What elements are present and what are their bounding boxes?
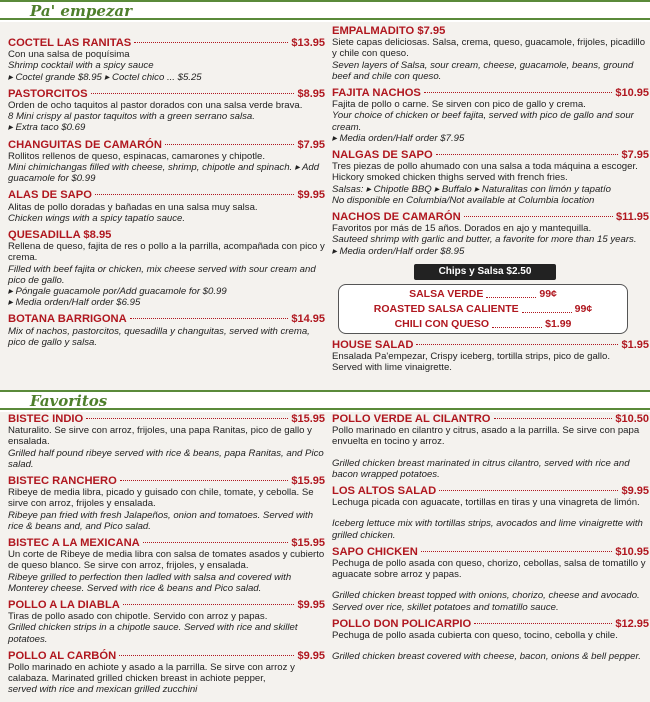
leader-dots <box>474 623 612 624</box>
item-price: $11.95 <box>615 211 649 224</box>
item-header <box>8 38 325 49</box>
item-desc-en: Ribeye grilled to perfection then ladled with salsa and covered with Monterey cheese. Served with rice & beans and Pico salad. <box>8 571 292 594</box>
leader-dots <box>91 93 295 94</box>
spacer <box>332 508 649 518</box>
item-desc-en: Grilled chicken breast topped with onions, chorizo, cheese and avocado. Served over rice, skillet potatoes and tomatillo sauce. <box>332 590 640 613</box>
item-desc-en: Mini chimichangas filled with cheese, shrimp, chipotle and spinach. ▸ Add guacamole for $0.99 <box>8 162 320 185</box>
menu-item <box>8 89 325 134</box>
item-desc-en: Chicken wings with a spicy tapatío sauce. <box>8 212 186 224</box>
chips-item-price: 99¢ <box>574 303 593 315</box>
menu-item <box>332 26 649 82</box>
item-desc-es: Pollo marinado en achiote y asado a la parrilla. Se sirve con arroz y calabaza. Marinated grilled chicken breast in achiote pepper, <box>8 662 295 685</box>
chips-item-name: ROASTED SALSA CALIENTE <box>373 303 519 315</box>
item-desc-es: Rollitos rellenos de queso, espinacas, camarones y chipotle. <box>8 150 266 162</box>
item-price: $10.95 <box>615 87 649 100</box>
item-desc-en: served with rice and mexican grilled zucchini <box>8 684 198 696</box>
item-price: $9.95 <box>621 485 649 498</box>
item-name: QUESADILLA $8.95 <box>8 229 112 242</box>
item-name: BISTEC A LA MEXICANA <box>8 537 140 550</box>
leader-dots <box>424 92 612 93</box>
menu-item <box>8 476 325 532</box>
item-name: SAPO CHICKEN <box>332 545 418 558</box>
chips-row <box>339 302 627 317</box>
item-price: $12.95 <box>615 617 649 630</box>
left-column-favorites <box>8 414 325 702</box>
item-name: NALGAS DE SAPO <box>332 149 433 162</box>
item-price: $1.95 <box>621 339 649 351</box>
chips-row <box>339 287 627 302</box>
section-title: Pa' empezar <box>30 2 132 20</box>
menu-item <box>332 547 649 613</box>
menu-item <box>8 38 325 83</box>
item-desc-es: Fajita de pollo o carne. Se sirven con pico de gallo y crema. <box>332 99 586 111</box>
item-name: HOUSE SALAD <box>332 339 414 351</box>
item-header <box>8 414 325 425</box>
chips-item-price: 99¢ <box>539 288 557 300</box>
item-price: $10.50 <box>615 413 649 425</box>
item-name: NACHOS DE CAMARÓN <box>332 211 461 224</box>
menu-item <box>332 619 649 663</box>
chips-item-price: $1.99 <box>545 318 572 330</box>
item-name: POLLO AL CARBÓN <box>8 649 117 662</box>
item-desc-en: Iceberg lettuce mix with tortillas strips, avocados and lime vinaigrette with grilled chicken. <box>332 518 643 541</box>
item-desc-en: Ribeye pan fried with fresh Jalapeños, onion and tomatoes. Served with rice & beans and, and Pico salad. <box>8 509 314 532</box>
chips-row <box>339 317 627 332</box>
item-name: FAJITA NACHOS <box>332 87 421 100</box>
chips-box <box>338 284 628 334</box>
item-desc-es: Pechuga de pollo asada cubierta con queso, tocino, cebolla y chile. <box>332 630 618 642</box>
item-header <box>332 414 649 425</box>
item-desc-en: Filled with beef fajita or chicken, mix cheese served with sour cream and pico de gallo. <box>8 263 316 286</box>
item-desc-es: Lechuga picada con aguacate, tortillas en tiras y una vinagreta de limón. <box>332 497 640 509</box>
item-header <box>332 619 649 630</box>
item-desc-en: Grilled half pound ribeye served with rice & beans, papa Ranitas, and Pico salad. <box>8 447 324 470</box>
item-header <box>8 89 325 100</box>
item-name: BOTANA BARRIGONA <box>8 313 127 326</box>
item-name: EMPALMADITO $7.95 <box>332 25 446 37</box>
menu-item <box>332 212 649 257</box>
chips-item-name: CHILI CON QUESO <box>394 318 490 330</box>
menu-item <box>8 190 325 224</box>
item-options: ▸ Póngale guacamole por/Add guacamole for $0.99 ▸ Media orden/Half order $6.95 <box>8 286 227 309</box>
right-column-favorites <box>332 414 649 668</box>
item-desc-en: Seven layers of Salsa, sour cream, cheese, guacamole, beans, ground beef and chile con queso. <box>332 59 634 82</box>
spacer <box>332 580 649 590</box>
menu-item <box>332 486 649 541</box>
item-header <box>332 212 649 223</box>
item-desc-es: Un corte de Ribeye de media libra con salsa de tomates asados y cubierto de queso blanco. Se sirve con arroz, frijoles, y ensalada. <box>8 549 325 572</box>
item-header <box>332 486 649 497</box>
item-header <box>332 26 649 37</box>
item-desc-es: Orden de ocho taquitos al pastor dorados con una salsa verde brava. <box>8 100 303 112</box>
leader-dots <box>436 154 619 155</box>
item-header <box>8 230 325 241</box>
item-header <box>8 538 325 549</box>
chips-header: Chips y Salsa $2.50 <box>414 264 556 280</box>
item-price: $13.95 <box>291 37 325 49</box>
leader-dots <box>123 604 295 605</box>
item-name: BISTEC RANCHERO <box>8 475 117 488</box>
item-price: $9.95 <box>297 189 325 202</box>
item-header <box>8 651 325 662</box>
item-desc-es: Tiras de pollo asado con chipotle. Servido con arroz y papas. <box>8 611 268 623</box>
item-desc-es: Naturalito. Se sirve con arroz, frijoles, una papa Ranitas, pico de gallo y ensalada. <box>8 425 312 448</box>
item-header <box>332 88 649 99</box>
leader-dots <box>492 313 542 328</box>
leader-dots <box>95 194 295 195</box>
left-column-starters <box>8 38 325 354</box>
item-price: $10.95 <box>615 545 649 558</box>
item-options: ▸ Media orden/Half order $7.95 <box>332 132 465 144</box>
spacer <box>332 448 649 458</box>
item-desc-es: Pechuga de pollo asada con queso, chorizo, cebollas, salsa de tomatillo y aguacate sobre arroz y papas. <box>332 558 646 581</box>
leader-dots <box>119 655 294 656</box>
item-options: ▸ Coctel grande $8.95 ▸ Coctel chico ... $5.25 <box>8 71 202 83</box>
leader-dots <box>522 298 572 313</box>
item-desc-es: Alitas de pollo doradas y bañadas en una salsa muy salsa. <box>8 201 258 213</box>
item-desc-en: Mix of nachos, pastorcitos, quesadilla y changuitas, served with crema, pico de gallo y salsa. <box>8 325 310 348</box>
menu-item <box>8 538 325 594</box>
menu-item <box>8 140 325 185</box>
item-options: ▸ Media orden/Half order $8.95 <box>332 245 465 257</box>
item-price: $7.95 <box>297 138 325 151</box>
leader-dots <box>494 418 613 419</box>
leader-dots <box>416 344 618 345</box>
item-price: $8.95 <box>297 87 325 100</box>
menu-item <box>8 314 325 348</box>
item-name: ALAS DE SAPO <box>8 189 92 202</box>
chips-item-name: SALSA VERDE <box>409 288 484 300</box>
section-header-favoritos <box>0 390 650 412</box>
item-header <box>332 547 649 558</box>
leader-dots <box>486 283 536 298</box>
item-price: $9.95 <box>297 649 325 662</box>
leader-dots <box>134 42 288 43</box>
item-header <box>8 476 325 487</box>
item-desc-es: Favoritos por más de 15 años. Dorados en ajo y mantequilla. <box>332 223 592 235</box>
menu-item <box>8 600 325 645</box>
item-name: CHANGUITAS DE CAMARÓN <box>8 138 162 151</box>
menu-item <box>8 414 325 470</box>
item-price: $15.95 <box>291 475 325 488</box>
leader-dots <box>130 318 289 319</box>
leader-dots <box>421 551 613 552</box>
item-desc-es: Rellena de queso, fajita de res o pollo a la parrilla, acompañada con pico y crema. <box>8 241 325 264</box>
item-price: $15.95 <box>291 413 325 425</box>
item-price: $14.95 <box>291 313 325 326</box>
leader-dots <box>464 216 613 217</box>
item-desc-es: Tres piezas de pollo ahumado con una salsa a toda máquina a escoger. Hickory smoked chicken thighs served with french fries. <box>332 161 638 184</box>
item-header <box>8 314 325 325</box>
leader-dots <box>165 144 295 145</box>
menu-item <box>332 414 649 480</box>
item-desc-en: Salsas: ▸ Chipotle BBQ ▸ Buffalo ▸ Naturalitas con limón y tapatío <box>332 183 611 195</box>
leader-dots <box>120 480 289 481</box>
item-name: POLLO DON POLICARPIO <box>332 617 472 630</box>
right-column-starters <box>332 26 649 263</box>
item-desc-en: Shrimp cocktail with a spicy sauce <box>8 60 154 72</box>
item-desc-es: Con una salsa de poquísima <box>8 49 130 61</box>
item-name: BISTEC INDIO <box>8 413 84 425</box>
item-desc-en: Grilled chicken breast covered with cheese, bacon, onions & bell pepper. <box>332 651 641 663</box>
item-desc-es: Ribeye de media libra, picado y guisado con chile, tomate, y cebolla. Se sirve con arroz, frijoles y ensalada. <box>8 487 314 510</box>
item-price: $15.95 <box>291 537 325 550</box>
section-title: Favoritos <box>30 392 108 410</box>
item-desc-en: Sauteed shrimp with garlic and butter, a favorite for more than 15 years. <box>332 234 637 246</box>
item-header <box>332 150 649 161</box>
item-header <box>8 600 325 611</box>
section-header-pa-empezar <box>0 0 650 22</box>
spacer <box>332 641 649 651</box>
item-header <box>8 190 325 201</box>
house-salad <box>332 340 649 380</box>
item-desc-es: Ensalada Pa'empezar, Crispy iceberg, tortilla strips, pico de gallo. <box>332 351 611 363</box>
item-price: $7.95 <box>621 149 649 162</box>
item-name: PASTORCITOS <box>8 87 88 100</box>
menu-item <box>8 651 325 696</box>
item-desc-en: Grilled chicken breast marinated in citrus cilantro, served with rice and bacon wrapped potatoes. <box>332 457 630 480</box>
item-desc-en: 8 Mini crispy al pastor taquitos with a green serrano salsa. <box>8 111 255 123</box>
item-options: No disponible en Columbia/Not available at Columbia location <box>332 194 595 206</box>
item-desc-en: Served with lime vinaigrette. <box>332 362 452 374</box>
item-desc-en: Grilled chicken strips in a chipotle sauce. Served with rice and skillet potatoes. <box>8 622 298 645</box>
item-desc-es: Pollo marinado en cilantro y citrus, asado a la parrilla. Se sirve con papa envuelta en tocino y arroz. <box>332 425 640 448</box>
item-price: $9.95 <box>297 599 325 612</box>
item-options: ▸ Extra taco $0.69 <box>8 122 86 134</box>
leader-dots <box>143 542 289 543</box>
item-desc-en: Your choice of chicken or beef fajita, served with pico de gallo and sour cream. <box>332 110 634 133</box>
item-name: LOS ALTOS SALAD <box>332 485 437 498</box>
menu-item <box>8 230 325 308</box>
item-name: COCTEL LAS RANITAS <box>8 37 132 49</box>
menu-item <box>332 88 649 144</box>
item-name: POLLO A LA DIABLA <box>8 599 120 612</box>
item-header <box>8 140 325 151</box>
leader-dots <box>86 418 288 419</box>
item-desc-es: Siete capas deliciosas. Salsa, crema, queso, guacamole, frijoles, picadillo y chile con queso. <box>332 37 646 60</box>
item-name: POLLO VERDE AL CILANTRO <box>332 413 491 425</box>
menu-item <box>332 150 649 206</box>
leader-dots <box>439 490 618 491</box>
